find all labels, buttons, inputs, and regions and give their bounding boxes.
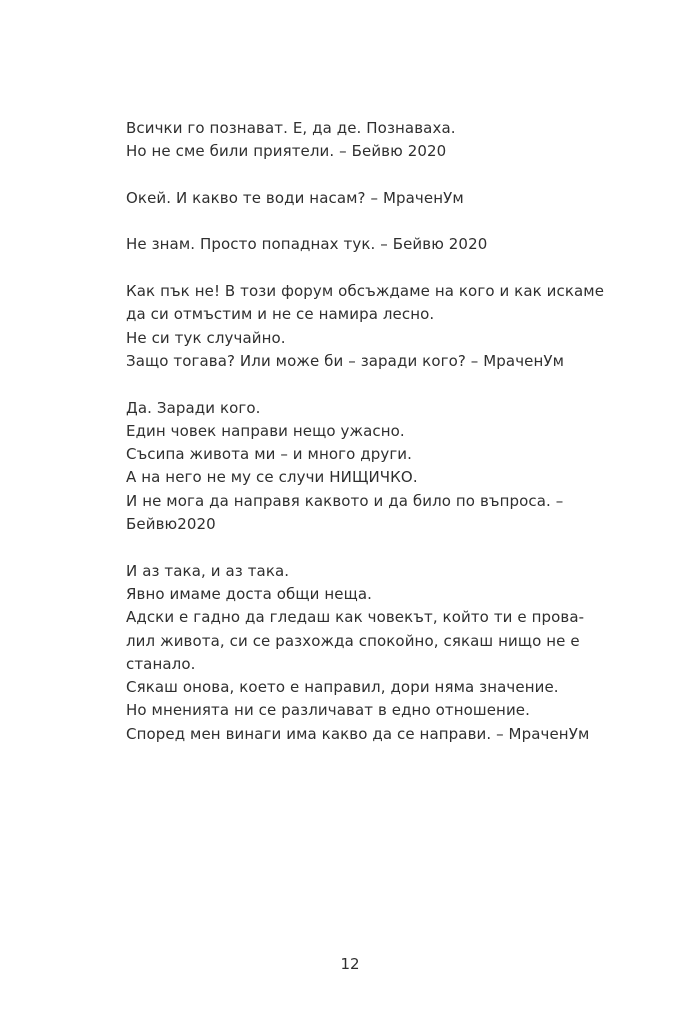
post-1 [126,117,626,164]
post-6 [126,560,626,746]
text-line: лил живота, си се разхожда спокойно, сякаш нищо не е [126,631,580,650]
text-line: Но мненията ни се различават в едно отношение. [126,701,531,720]
text-line: Явно имаме доста общи неща. [126,584,372,603]
text-line: да си отмъстим и не се намира лесно. [126,305,435,324]
text-line: Съсипа живота ми – и много други. [126,445,413,464]
text-line: Окей. И какво те води насам? – МраченУм [126,188,464,207]
paragraph-gap [126,536,626,559]
paragraph-gap [126,373,626,396]
text-line: станало. [126,654,196,673]
text-line: Бейвю2020 [126,515,216,534]
text-line: Един човек направи нещо ужасно. [126,421,405,440]
paragraph-gap [126,210,626,233]
post-3 [126,233,626,256]
text-line: Сякаш онова, което е направил, дори няма значение. [126,678,559,697]
text-line: И аз така, и аз така. [126,561,290,580]
text-line: Според мен винаги има какво да се направи. – МраченУм [126,724,590,743]
text-line: Но не сме били приятели. – Бейвю 2020 [126,142,447,161]
text-line: И не мога да направя каквото и да било по въпроса. – [126,491,564,510]
text-line: Всички го познават. Е, да де. Познаваха. [126,119,456,137]
text-line: Не знам. Просто попаднах тук. – Бейвю 2020 [126,235,488,254]
forum-conversation-text [126,117,626,746]
text-line: Да. Заради кого. [126,398,261,417]
text-line: Не си тук случайно. [126,328,286,347]
post-5 [126,397,626,537]
paragraph-gap [126,164,626,187]
text-line: Защо тогава? Или може би – заради кого? – МраченУм [126,351,565,370]
text-line: Как пък не! В този форум обсъждаме на кого и как искаме [126,282,605,301]
text-line: Адски е гадно да гледаш как човекът, който ти е прова- [126,608,585,627]
paragraph-gap [126,257,626,280]
page-number: 12 [340,955,360,973]
post-4 [126,280,626,373]
text-line: А на него не му се случи НИЩИЧКО. [126,468,418,487]
post-2 [126,187,626,210]
